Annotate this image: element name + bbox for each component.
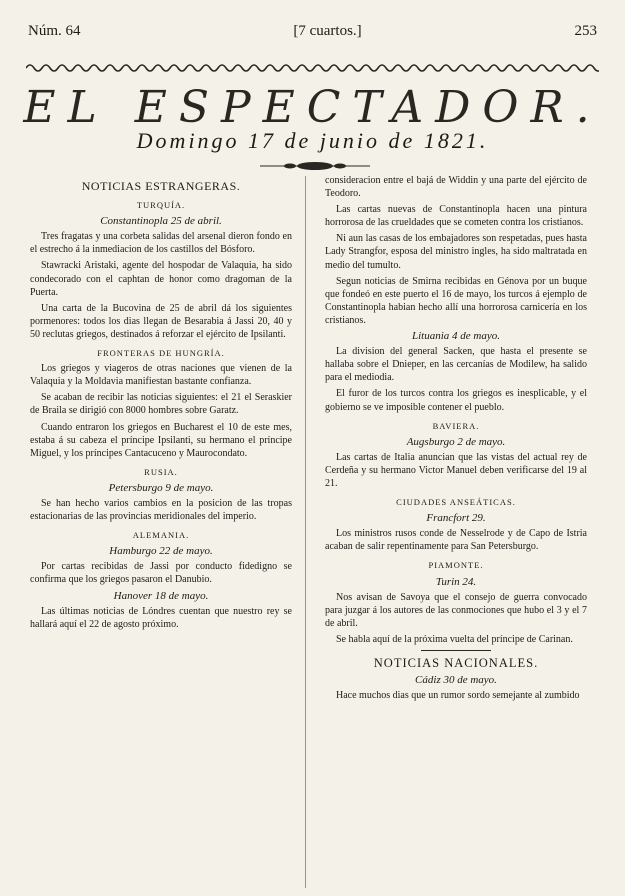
country-heading: TURQUÍA. — [136, 200, 186, 211]
paragraph: Los ministros rusos conde de Nesselrode y de Capo de Istria acaban de salir repentinamente para San Petersburgo. — [325, 528, 587, 553]
country-heading: CIUDADES ANSEÁTICAS. — [396, 497, 516, 508]
country-heading: RUSIA. — [144, 466, 178, 477]
paragraph: consideracion entre el bajá de Widdin y una parte del ejército de Teodoro. — [325, 175, 587, 200]
dateline: Francfort 29. — [426, 512, 486, 525]
dateline: Petersburgo 9 de mayo. — [108, 481, 214, 494]
price: [7 cuartos.] — [293, 22, 362, 39]
dateline: Hanover 18 de mayo. — [113, 589, 209, 602]
paragraph: Una carta de la Bucovina de 25 de abril dá los siguientes pormenores: todos los dias llegan de Besarabia á Jassi 20, 40 y 50 reclutas griegos, destinados á reforzar el ejército de Ipsilanti. — [30, 302, 292, 340]
paragraph: Stawracki Aristaki, agente del hospodar de Valaquia, ha sido condecorado con el caphtan de honor como dragoman de la Puerta. — [30, 260, 292, 298]
paragraph: Tres fragatas y una corbeta salidas del arsenal dieron fondo en el estrecho á la inmediacion de los castillos del Bósforo. — [30, 231, 292, 256]
dateline: Cádiz 30 de mayo. — [415, 674, 497, 687]
paragraph: Segun noticias de Smirna recibidas en Génova por un buque que fondeó en este puerto el 16 de mayo, los turcos á ejemplo de Constantinopla habian hecho allí una horrorosa carnicería en los cristianos. — [325, 275, 587, 326]
paragraph: Los griegos y viageros de otras naciones que vienen de la Valaquia y la Moldavia manifiestan bastante confianza. — [30, 363, 292, 388]
column-divider — [305, 176, 306, 888]
paragraph: Nos avisan de Savoya que el consejo de guerra convocado para juzgar á los autores de las conmociones que hubo el 3 y el 7 de abril. — [325, 591, 587, 629]
paragraph: Se habla aquí de la próxima vuelta del príncipe de Carinan. — [336, 633, 573, 645]
country-heading: BAVIERA. — [432, 420, 480, 431]
country-heading: ALEMANIA. — [132, 530, 190, 541]
country-heading: FRONTERAS DE HUNGRÍA. — [97, 348, 225, 359]
paragraph: Las últimas noticias de Lóndres cuentan que nuestro rey se hallará aquí el 22 de agosto próximo. — [30, 605, 292, 630]
paragraph: Las cartas de Italia anuncian que las vistas del actual rey de Cerdeña y su hermano Victor Manuel deben verificarse del 19 al 21. — [325, 451, 587, 489]
paragraph: Por cartas recibidas de Jassi por conducto fidedigno se confirma que los griegos pasaron el Danubio. — [30, 561, 292, 586]
issue-number: Núm. 64 — [28, 22, 81, 39]
masthead-date: Domingo 17 de junio de 1821. — [136, 128, 489, 153]
paragraph: Se han hecho varios cambios en la posicion de las tropas estacionarias de las provincias meridionales del imperio. — [30, 497, 292, 523]
paragraph: Se acaban de recibir las noticias siguientes: el 21 el Seraskier de Braila se dirigió con 8000 hombres sobre Garatz. — [30, 392, 292, 417]
section-heading: NOTICIAS ESTRANGERAS. — [81, 179, 241, 193]
wavy-rule — [26, 62, 599, 74]
dateline: Lituania 4 de mayo. — [412, 330, 500, 343]
section-heading: NOTICIAS NACIONALES. — [373, 656, 539, 670]
dateline: Constantinopla 25 de abril. — [100, 215, 222, 228]
dateline: Hamburgo 22 de mayo. — [109, 545, 213, 558]
dateline: Augsburgo 2 de mayo. — [406, 435, 506, 448]
paragraph: Cuando entraron los griegos en Bucharest el 10 de este mes, estaba á su cabeza el príncipe Ipsilanti, su hermano el príncipe Miguel, y los príncipes Cantacuceno y Maurocondato. — [30, 421, 292, 459]
paragraph: Ni aun las casas de los embajadores son respetadas, pues hasta Lady Strangfor, esposa del ministro ingles, ha sido maltratada en medio del tumulto. — [325, 233, 587, 271]
paragraph: Hace muchos dias que un rumor sordo semejante al zumbido — [336, 690, 580, 702]
right-column — [325, 174, 587, 705]
paragraph: El furor de los turcos contra los griegos es inesplicable, y el gobierno se ve imposible contener el pueblo. — [325, 388, 587, 413]
ornament-divider — [260, 160, 370, 172]
dateline: Turin 24. — [435, 575, 477, 588]
left-column — [30, 176, 292, 634]
top-line — [28, 18, 597, 44]
masthead-title: EL ESPECTADOR. — [23, 82, 602, 133]
paragraph: Las cartas nuevas de Constantinopla hacen una pintura horrorosa de las crueldades que se cometen contra los cristianos. — [325, 204, 587, 229]
page-number: 253 — [574, 22, 597, 39]
country-heading: PIAMONTE. — [428, 560, 484, 571]
section-divider — [421, 650, 491, 651]
paragraph: La division del general Sacken, que hasta el presente se hallaba sobre el Dnieper, en las cercanías de Modilew, ha salido para el mediodia. — [325, 346, 587, 384]
